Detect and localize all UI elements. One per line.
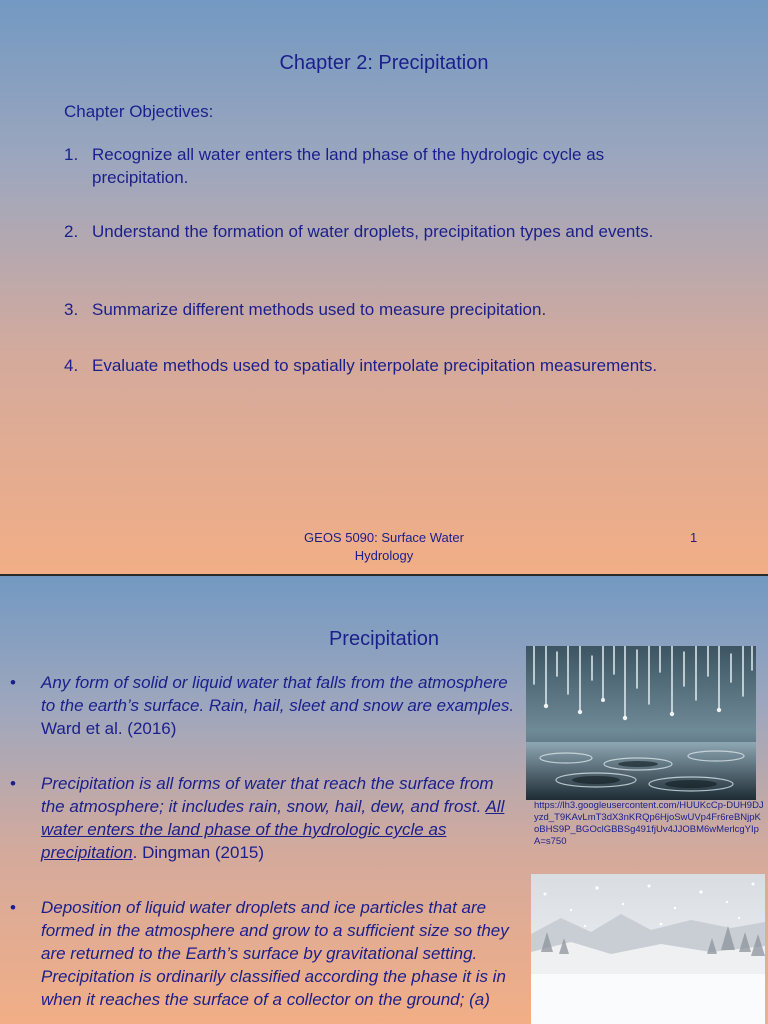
bullet-quote: Precipitation is all forms of water that reach the surface from the atmosphere; it includes rain, snow, hail, dew, and frost. [41, 774, 494, 816]
rain-image [526, 646, 756, 800]
objective-item [64, 298, 704, 321]
bullet-source: . Dingman (2015) [132, 843, 265, 862]
objective-text: Summarize different methods used to measure precipitation. [92, 300, 547, 319]
slide-page-number: 1 [690, 530, 698, 545]
objective-number: 3. [64, 300, 79, 319]
bullet-symbol: • [10, 673, 16, 692]
bullet-item [10, 772, 520, 864]
snow-picture [531, 874, 765, 1024]
bullet-quote: Any form of solid or liquid water that falls from the atmosphere to the earth’s surface. Rain, hail, sleet and snow are examples. [41, 673, 515, 715]
bullet-quote: Deposition of liquid water droplets and ice particles that are formed in the atmosphere and grow to a sufficient size so they are returned to the Earth’s surface by gravitational setting. Precipitation is ordinarily classified according the phase it is in when it reaches the surface of a collector on the ground; (a) [41, 898, 509, 1009]
objective-item [64, 220, 704, 243]
bullet-source: Ward et al. (2016) [41, 719, 177, 738]
image-source-caption: https://lh3.googleusercontent.com/HUUKcCp-DUH9DJyzd_T9KAvLmT3dX3nKRQp6HjoSwUVp4Fr6reBNjpKoBHS9P_BGOclGBBSg491fjUv4JJOBM6wMerlcgYIpA=s750 [534, 800, 764, 847]
objective-number: 2. [64, 222, 79, 241]
bullet-item [10, 671, 520, 740]
bullet-item [10, 896, 520, 1011]
bullet-symbol: • [10, 774, 16, 793]
objective-number: 4. [64, 356, 79, 375]
rain-picture [526, 646, 756, 800]
objective-text: Evaluate methods used to spatially interpolate precipitation measurements. [92, 356, 658, 375]
snow-image [531, 874, 765, 1024]
bullet-symbol: • [10, 898, 16, 917]
slide-title: Chapter 2: Precipitation [279, 52, 489, 74]
objective-text: Understand the formation of water droplets, precipitation types and events. [92, 222, 654, 241]
objective-text: Recognize all water enters the land phase of the hydrologic cycle as precipitation. [92, 145, 605, 187]
bullet-text [41, 772, 520, 864]
bullet-underlined-quote: All water enters the land phase of the hydrologic cycle as precipitation [41, 797, 505, 862]
bullet-text [41, 896, 520, 1011]
slide-footer-course: GEOS 5090: Surface Water Hydrology [304, 530, 464, 563]
slide-title-text: Precipitation [328, 628, 440, 650]
bullet-text [41, 671, 520, 740]
objectives-heading: Chapter Objectives: [64, 102, 214, 121]
objective-item [64, 354, 704, 377]
objective-number: 1. [64, 145, 79, 164]
slide-2 [0, 576, 768, 1024]
objective-item [64, 143, 704, 189]
